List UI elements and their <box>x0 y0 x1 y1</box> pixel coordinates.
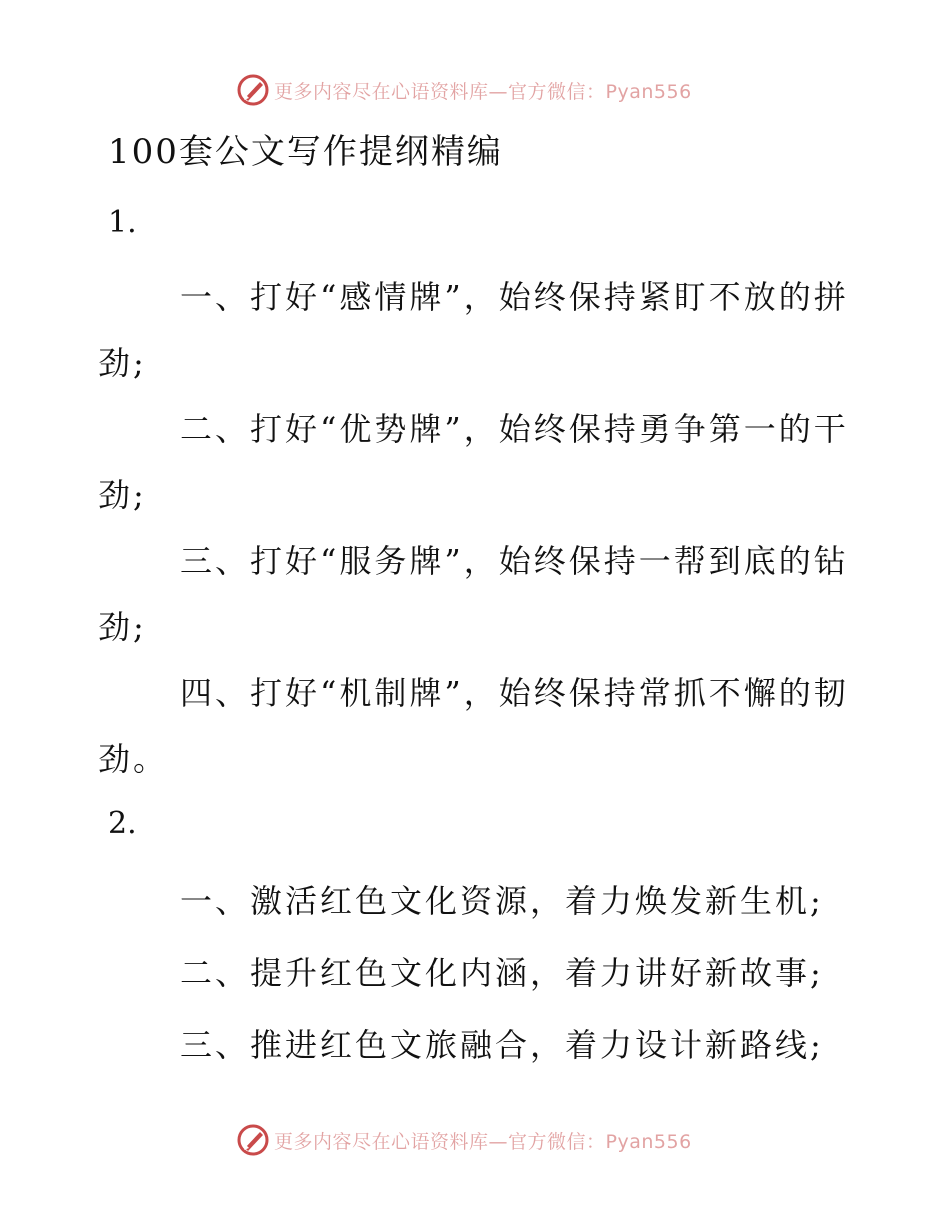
pen-logo-icon <box>236 73 270 107</box>
section-number: 2. <box>108 806 137 841</box>
footer-brand-text: 更多内容尽在心语资料库—官方微信：Pyan556 <box>274 1130 692 1153</box>
outline-item: 三、推进红色文旅融合，着力设计新路线; <box>180 1026 824 1064</box>
outline-item: 一、激活红色文化资源，着力焕发新生机; <box>180 882 824 920</box>
footer-watermark <box>236 1122 692 1158</box>
outline-item: 二、提升红色文化内涵，着力讲好新故事; <box>180 954 824 992</box>
header-watermark <box>236 72 692 108</box>
pen-logo-icon <box>236 1123 270 1157</box>
outline-item: 一、打好“感情牌”，始终保持紧盯不放的拼劲; <box>98 278 849 382</box>
header-brand-text: 更多内容尽在心语资料库—官方微信：Pyan556 <box>274 80 692 103</box>
document-title: 100套公文写作提纲精编 <box>108 132 503 172</box>
section-number: 1. <box>108 205 137 240</box>
outline-item: 四、打好“机制牌”，始终保持常抓不懈的韧劲。 <box>98 674 849 778</box>
outline-item: 二、打好“优势牌”，始终保持勇争第一的干劲; <box>98 410 849 514</box>
outline-item: 三、打好“服务牌”，始终保持一帮到底的钻劲; <box>98 542 849 646</box>
